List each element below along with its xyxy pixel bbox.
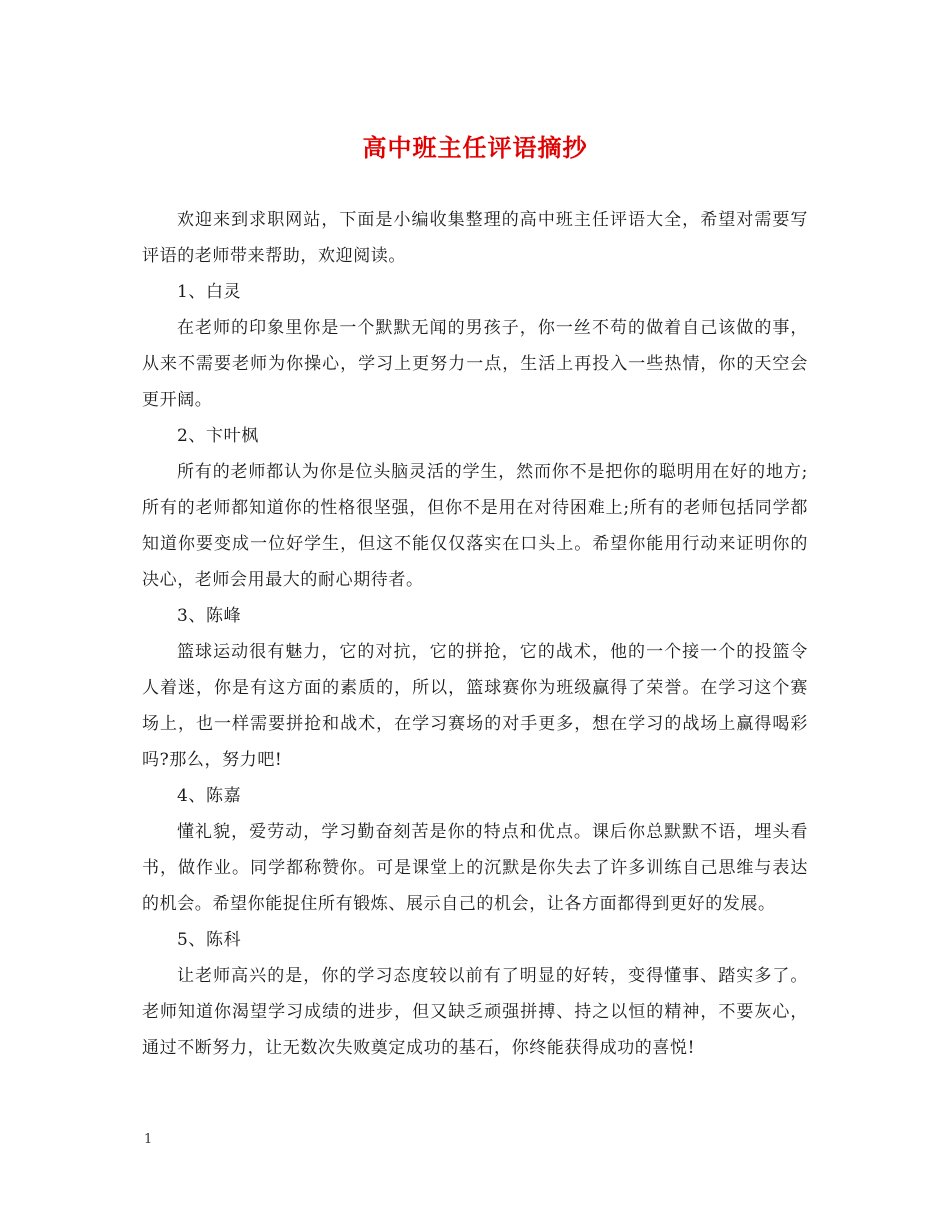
section-body-3: 篮球运动很有魅力，它的对抗，它的拼抢，它的战术，他的一个接一个的投篮令人着迷，你是有这方面的素质的，所以，篮球赛你为班级赢得了荣誉。在学习这个赛场上，也一样需要拼抢和战术，在学习赛场的对手更多，想在学习的战场上赢得喝彩吗?那么，努力吧! — [142, 642, 808, 770]
document-title: 高中班主任评语摘抄 — [362, 133, 588, 162]
intro-paragraph: 欢迎来到求职网站，下面是小编收集整理的高中班主任评语大全，希望对需要写评语的老师带来帮助，欢迎阅读。 — [142, 210, 808, 266]
section-heading-1: 1、白灵 — [177, 282, 242, 302]
section-body-4: 懂礼貌，爱劳动，学习勤奋刻苦是你的特点和优点。课后你总默默不语，埋头看书，做作业。同学都称赞你。可是课堂上的沉默是你失去了许多训练自己思维与表达的机会。希望你能捉住所有锻炼、展示自己的机会，让各方面都得到更好的发展。 — [142, 822, 808, 914]
section-heading-2: 2、卞叶枫 — [177, 426, 259, 446]
document-body — [142, 202, 808, 1066]
section-body-5: 让老师高兴的是，你的学习态度较以前有了明显的好转，变得懂事、踏实多了。老师知道你渴望学习成绩的进步，但又缺乏顽强拼搏、持之以恒的精神，不要灰心，通过不断努力，让无数次失败奠定成功的基石，你终能获得成功的喜悦! — [142, 966, 808, 1058]
section-body-2: 所有的老师都认为你是位头脑灵活的学生，然而你不是把你的聪明用在好的地方;所有的老师都知道你的性格很坚强，但你不是用在对待困难上;所有的老师包括同学都知道你要变成一位好学生，但这不能仅仅落实在口头上。希望你能用行动来证明你的决心，老师会用最大的耐心期待者。 — [142, 462, 808, 590]
section-heading-4: 4、陈嘉 — [177, 786, 242, 806]
section-heading-5: 5、陈科 — [177, 930, 242, 950]
page-number: 1 — [144, 1132, 153, 1147]
section-body-1: 在老师的印象里你是一个默默无闻的男孩子，你一丝不苟的做着自己该做的事，从来不需要老师为你操心，学习上更努力一点，生活上再投入一些热情，你的天空会更开阔。 — [142, 318, 808, 410]
section-heading-3: 3、陈峰 — [177, 606, 242, 626]
